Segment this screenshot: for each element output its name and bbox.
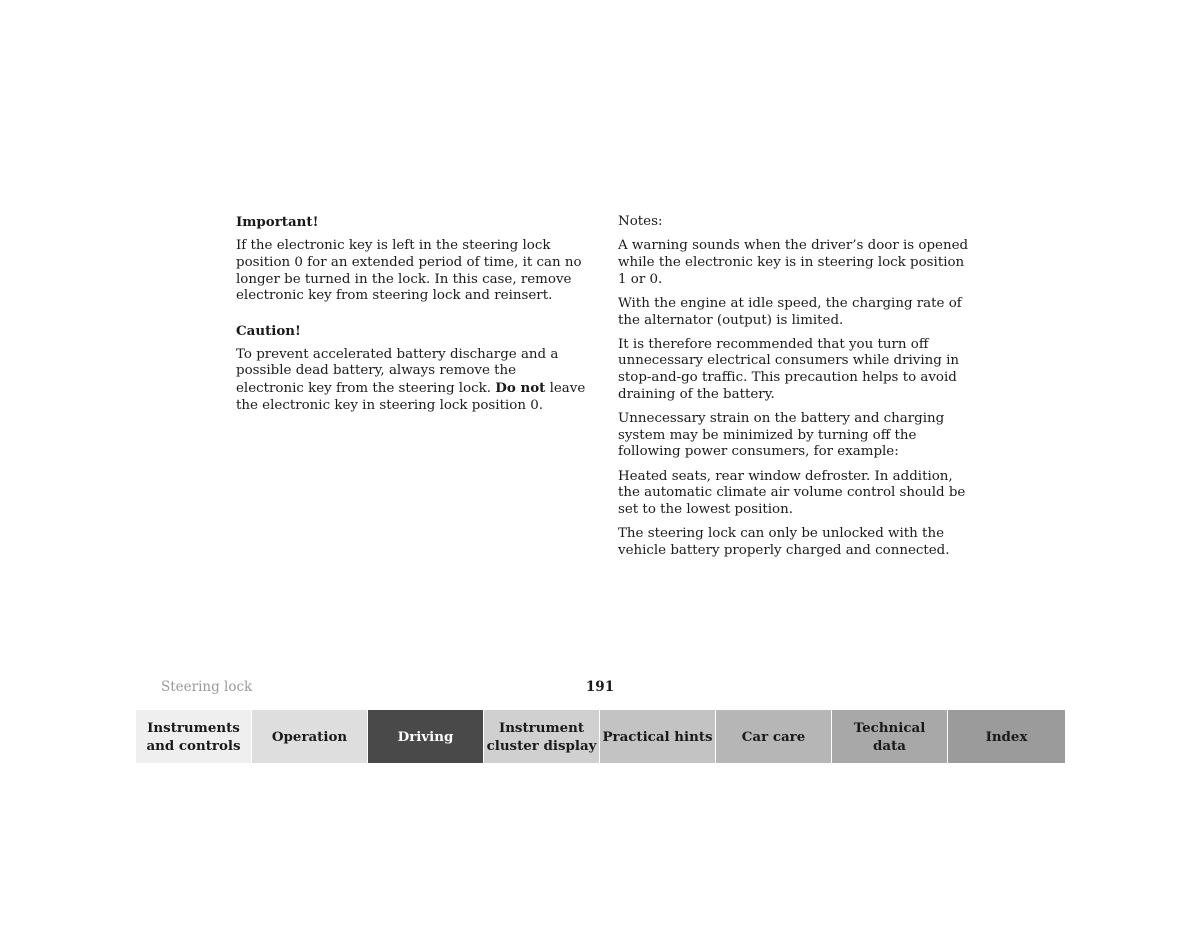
right-column [618,214,970,567]
notes-paragraph: It is therefore recommended that you turn off unnecessary electrical consumers while driving in stop-and-go traffic. This precaution helps to avoid draining of the battery. [618,336,960,402]
tab-label: Operation [271,728,348,745]
tab-label: Technical data [853,719,926,754]
left-column [236,214,588,422]
page-number: 191 [585,679,615,695]
important-text: If the electronic key is left in the steering lock position 0 for an extended period of time, it can no longer be turned in the lock. In this case, remove electronic key from steering lock and reinsert. [236,238,582,304]
tab-index[interactable] [948,710,1065,763]
tab-instrument-cluster-display[interactable] [484,710,600,763]
notes-paragraph: Heated seats, rear window defroster. In addition, the automatic climate air volume control should be set to the lowest position. [618,468,966,518]
notes-paragraph: With the engine at idle speed, the charging rate of the alternator (output) is limited. [618,295,962,328]
caution-text-end: leave the electronic key in steering lock position 0. [236,381,586,413]
caution-heading: Caution! [236,322,301,339]
important-heading: Important! [236,214,319,230]
tab-practical-hints[interactable] [600,710,716,763]
notes-label: Notes: [618,214,663,229]
tab-label: Car care [741,728,806,745]
tab-technical-data[interactable] [832,710,948,763]
tab-label: Practical hints [602,728,713,745]
caution-text-start: To prevent accelerated battery discharge and a possible dead battery, always remove the electronic key from the steering lock. [236,346,559,397]
notes-paragraph: Unnecessary strain on the battery and charging system may be minimized by turning off the following power consumers, for example: [618,411,945,460]
tab-label: Index [985,728,1028,745]
notes-paragraph: The steering lock can only be unlocked with the vehicle battery properly charged and connected. [618,526,950,558]
tab-driving[interactable] [368,710,484,763]
tab-label: Instrument cluster display [486,719,597,754]
section-title: Steering lock [161,679,253,695]
chapter-tab-bar [136,710,1065,763]
caution-text [236,347,588,415]
tab-label: Instruments and controls [146,719,241,754]
tab-instruments-and-controls[interactable] [136,710,252,763]
caution-text-emphasis: Do not [495,380,546,397]
tab-operation[interactable] [252,710,368,763]
tab-label: Driving [397,728,454,745]
tab-car-care[interactable] [716,710,832,763]
notes-paragraph: A warning sounds when the driver’s door is opened while the electronic key is in steering lock position 1 or 0. [618,238,969,287]
